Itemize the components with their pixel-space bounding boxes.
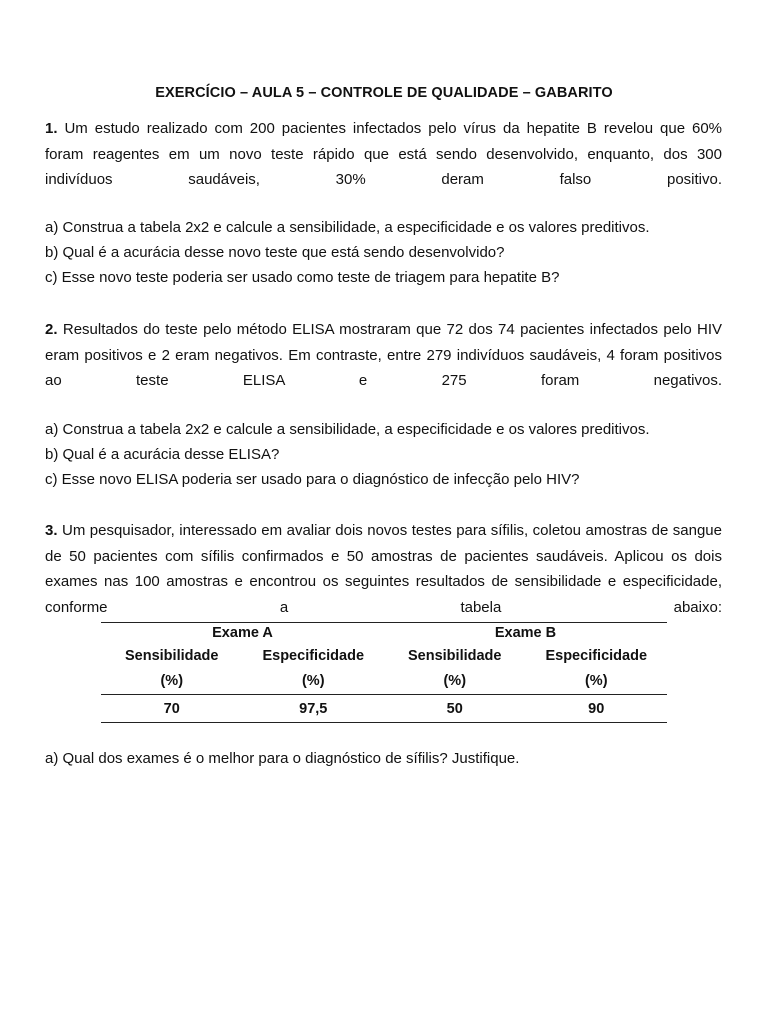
results-table — [101, 622, 667, 723]
question-1-item-c: c) Esse novo teste poderia ser usado como teste de triagem para hepatite B? — [45, 269, 560, 286]
header-cell: Especificidade — [262, 647, 365, 664]
question-1-body: Um estudo realizado com 200 pacientes infectados pelo vírus da hepatite B revelou que 60% foram reagentes em um novo teste rápido que está sendo desenvolvido, enquanto, dos 300 indivíduos saudáveis, 30% deram falso positivo. — [45, 120, 723, 188]
question-2-item-a: a) Construa a tabela 2x2 e calcule a sensibilidade, a especificidade e os valores preditivos. — [45, 421, 650, 438]
question-3-body: Um pesquisador, interessado em avaliar dois novos testes para sífilis, coletou amostras de sangue de 50 pacientes com sífilis confirmados e 50 amostras de pacientes saudáveis. Aplicou os dois exames nas 100 amostras e encontrou os seguintes resultados de sensibilidade e especificidade, conforme a tabela abaixo: — [45, 522, 722, 616]
group-header-exame-a: Exame A — [101, 623, 384, 644]
header-cell: Especificidade — [545, 647, 648, 664]
question-2-item-b: b) Qual é a acurácia desse ELISA? — [45, 446, 280, 463]
question-1-number: 1. — [45, 120, 58, 137]
unit-cell: (%) — [443, 673, 467, 690]
document-title: EXERCÍCIO – AULA 5 – CONTROLE DE QUALIDADE – GABARITO — [155, 85, 613, 101]
table-header-row — [101, 643, 667, 669]
question-2-text — [45, 317, 722, 419]
unit-cell: (%) — [301, 673, 325, 690]
unit-cell: (%) — [160, 673, 184, 690]
question-3-item-a: a) Qual dos exames é o melhor para o diagnóstico de sífilis? Justifique. — [45, 750, 520, 767]
value-cell: 90 — [526, 695, 668, 723]
table-row — [101, 695, 667, 723]
table-unit-row — [101, 669, 667, 695]
question-1-item-b: b) Qual é a acurácia desse novo teste que está sendo desenvolvido? — [45, 244, 505, 261]
question-2-item-c: c) Esse novo ELISA poderia ser usado para o diagnóstico de infecção pelo HIV? — [45, 471, 580, 488]
group-header-exame-b: Exame B — [384, 623, 667, 644]
question-2-number: 2. — [45, 321, 58, 338]
question-1-item-a: a) Construa a tabela 2x2 e calcule a sensibilidade, a especificidade e os valores preditivos. — [45, 219, 650, 236]
value-cell: 97,5 — [243, 695, 385, 723]
value-cell: 70 — [101, 695, 243, 723]
header-cell: Sensibilidade — [408, 647, 502, 664]
question-3-number: 3. — [45, 522, 58, 539]
question-1-text — [45, 116, 722, 218]
value-cell: 50 — [384, 695, 526, 723]
unit-cell: (%) — [584, 673, 608, 690]
table-group-row — [101, 623, 667, 644]
header-cell: Sensibilidade — [125, 647, 219, 664]
question-2-body: Resultados do teste pelo método ELISA mostraram que 72 dos 74 pacientes infectados pelo HIV eram positivos e 2 eram negativos. Em contraste, entre 279 indivíduos saudáveis, 4 foram positivos ao teste ELISA e 275 foram negativos. — [45, 321, 723, 389]
